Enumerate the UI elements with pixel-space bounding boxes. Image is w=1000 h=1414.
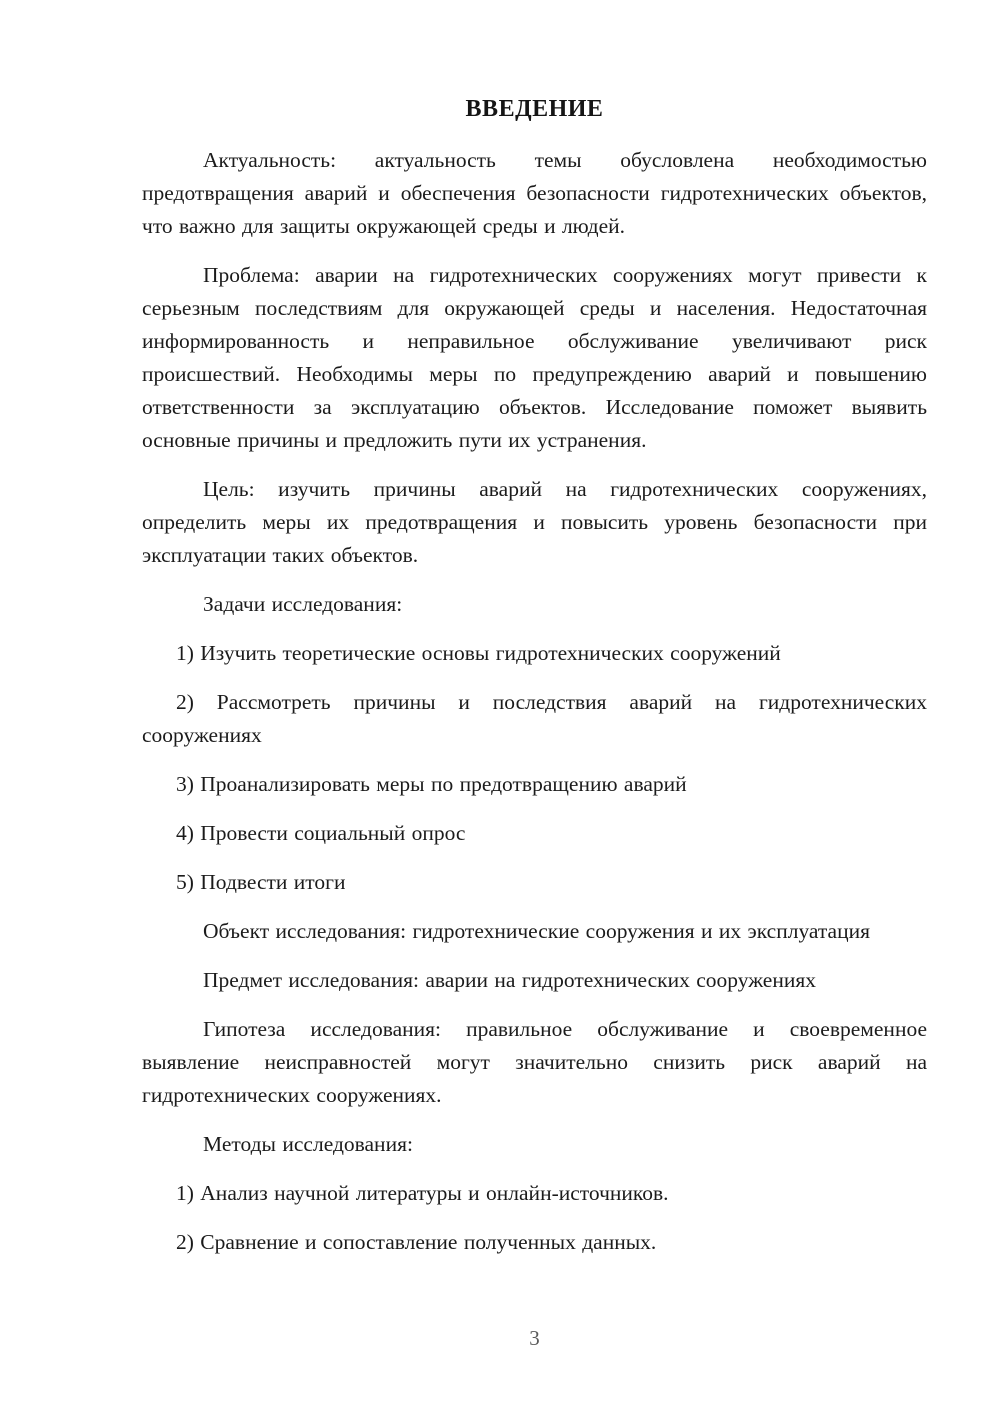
paragraph-metody-label: Методы исследования: — [203, 1132, 413, 1156]
paragraph-obekt: Объект исследования: гидротехнические сооружения и их эксплуатация — [203, 919, 870, 943]
paragraph-problema: Проблема: аварии на гидротехнических сооружениях могут привести к серьезным последствиям для окружающей среды и населения. Недостаточная информированность и неправильное обслуживание увеличивают риск происшествий. Необходимы меры по предупреждению аварий и повышению ответственности за эксплуатацию объектов. Исследование поможет выявить основные причины и предложить пути их устранения. — [142, 263, 927, 452]
list-item-zadacha-4: 4) Провести социальный опрос — [176, 821, 466, 845]
list-item-zadacha-2: 2) Рассмотреть причины и последствия аварий на гидротехнических сооружениях — [142, 690, 927, 747]
page-title: ВВЕДЕНИЕ — [465, 96, 604, 122]
page-number: 3 — [529, 1326, 540, 1350]
list-item-zadacha-5: 5) Подвести итоги — [176, 870, 346, 894]
paragraph-tsel: Цель: изучить причины аварий на гидротехнических сооружениях, определить меры их предотвращения и повысить уровень безопасности при эксплуатации таких объектов. — [142, 477, 927, 567]
paragraph-aktualnost: Актуальность: актуальность темы обусловлена необходимостью предотвращения аварий и обеспечения безопасности гидротехнических объектов, что важно для защиты окружающей среды и людей. — [142, 148, 927, 238]
paragraph-zadachi-label: Задачи исследования: — [203, 592, 403, 616]
list-item-zadacha-3: 3) Проанализировать меры по предотвращению аварий — [176, 772, 687, 796]
list-item-metod-2: 2) Сравнение и сопоставление полученных данных. — [176, 1230, 657, 1254]
list-item-zadacha-1: 1) Изучить теоретические основы гидротехнических сооружений — [176, 641, 781, 665]
list-item-metod-1: 1) Анализ научной литературы и онлайн-источников. — [176, 1181, 669, 1205]
paragraph-predmet: Предмет исследования: аварии на гидротехнических сооружениях — [203, 968, 816, 992]
paragraph-gipoteza: Гипотеза исследования: правильное обслуживание и своевременное выявление неисправностей могут значительно снизить риск аварий на гидротехнических сооружениях. — [142, 1017, 927, 1107]
